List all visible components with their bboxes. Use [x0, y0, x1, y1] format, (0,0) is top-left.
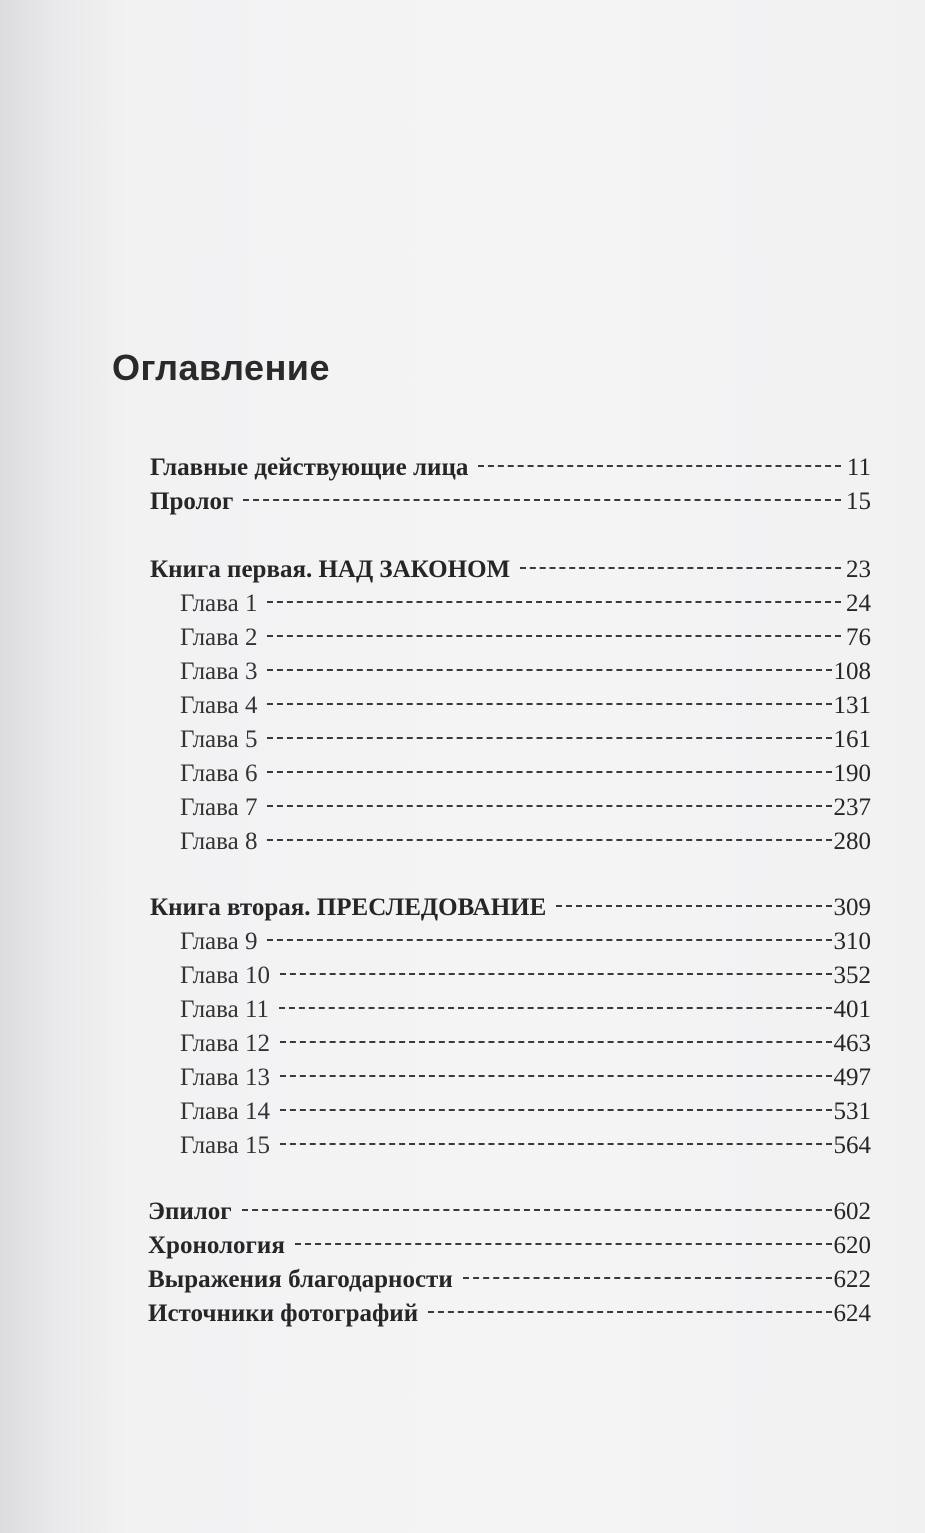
dot-leader: [267, 737, 831, 739]
toc-entry-page: 24: [846, 590, 871, 617]
toc-entry-chapter[interactable]: [180, 792, 871, 824]
toc-entry-label: Глава 10: [180, 962, 270, 989]
toc-entry-label: Главные действующие лица: [150, 454, 469, 481]
toc-entry-label: Книга вторая. ПРЕСЛЕДОВАНИЕ: [150, 894, 547, 921]
dot-leader: [280, 1109, 832, 1111]
toc-entry-page: 161: [833, 726, 871, 753]
dot-leader: [280, 1143, 832, 1145]
toc-entry-book-two[interactable]: [150, 892, 871, 924]
dot-leader: [267, 669, 831, 671]
dot-leader: [267, 839, 831, 841]
toc-entry-label: Глава 15: [180, 1132, 270, 1159]
toc-entry-chronology[interactable]: [148, 1230, 871, 1262]
toc-entry-page: 131: [833, 692, 871, 719]
dot-leader: [556, 905, 831, 907]
toc-entry-chapter[interactable]: [180, 622, 871, 654]
toc-entry-label: Источники фотографий: [148, 1300, 419, 1327]
toc-entry-label: Глава 11: [180, 996, 270, 1023]
dot-leader: [267, 771, 831, 773]
toc-entry-prologue[interactable]: [150, 486, 871, 518]
dot-leader: [478, 465, 841, 467]
toc-entry-label: Хронология: [148, 1232, 285, 1259]
toc-entry-label: Эпилог: [148, 1198, 232, 1225]
toc-entry-label: Глава 7: [180, 794, 258, 821]
toc-entry-label: Глава 3: [180, 658, 258, 685]
toc-entry-chapter[interactable]: [180, 690, 871, 722]
toc-entry-page: 23: [846, 556, 871, 583]
toc-entry-chapter[interactable]: [180, 1028, 871, 1060]
dot-leader: [267, 601, 841, 603]
toc-entry-chapter[interactable]: [180, 656, 871, 688]
toc-entry-label: Глава 1: [180, 590, 258, 617]
toc-entry-label: Выражения благодарности: [148, 1266, 453, 1293]
toc-entry-page: 564: [833, 1132, 871, 1159]
toc-entry-chapter[interactable]: [180, 724, 871, 756]
dot-leader: [267, 635, 841, 637]
dot-leader: [280, 973, 832, 975]
toc-entry-page: 531: [833, 1098, 871, 1125]
toc-entry-page: 463: [833, 1030, 871, 1057]
dot-leader: [267, 939, 831, 941]
dot-leader: [295, 1243, 832, 1245]
toc-entry-page: 15: [846, 488, 871, 515]
dot-leader: [279, 1007, 831, 1009]
dot-leader: [243, 499, 841, 501]
toc-entry-chapter[interactable]: [180, 926, 871, 958]
dot-leader: [280, 1075, 832, 1077]
toc-entry-label: Глава 13: [180, 1064, 270, 1091]
toc-entry-epilogue[interactable]: [148, 1196, 871, 1228]
toc-entry-page: 624: [833, 1300, 871, 1327]
toc-entry-label: Глава 9: [180, 928, 258, 955]
dot-leader: [428, 1311, 831, 1313]
toc-entry-page: 11: [846, 454, 871, 481]
toc-entry-page: 190: [833, 760, 871, 787]
toc-entry-acknowledgements[interactable]: [148, 1264, 871, 1296]
toc-entry-main-characters[interactable]: [150, 452, 871, 484]
toc-entry-chapter[interactable]: [180, 1130, 871, 1162]
dot-leader: [267, 703, 831, 705]
toc-entry-label: Глава 5: [180, 726, 258, 753]
toc-entry-chapter[interactable]: [180, 1062, 871, 1094]
toc-entry-label: Глава 8: [180, 828, 258, 855]
toc-entry-label: Глава 2: [180, 624, 258, 651]
toc-entry-label: Глава 4: [180, 692, 258, 719]
toc-entry-chapter[interactable]: [180, 588, 871, 620]
toc-entry-chapter[interactable]: [180, 960, 871, 992]
toc-entry-chapter[interactable]: [180, 1096, 871, 1128]
toc-entry-chapter[interactable]: [180, 826, 871, 858]
toc-entry-photo-credits[interactable]: [148, 1298, 871, 1330]
toc-entry-label: Книга первая. НАД ЗАКОНОМ: [150, 556, 511, 583]
toc-entry-page: 622: [833, 1266, 871, 1293]
toc-entry-page: 620: [833, 1232, 871, 1259]
toc-entry-page: 309: [833, 894, 871, 921]
dot-leader: [242, 1209, 832, 1211]
toc-entry-page: 602: [833, 1198, 871, 1225]
page-title: Оглавление: [112, 347, 330, 388]
dot-leader: [267, 805, 831, 807]
toc-entry-label: Глава 12: [180, 1030, 270, 1057]
dot-leader: [520, 567, 841, 569]
toc-entry-page: 108: [833, 658, 871, 685]
toc-entry-page: 310: [833, 928, 871, 955]
toc-entry-label: Глава 14: [180, 1098, 270, 1125]
toc-entry-book-one[interactable]: [150, 554, 871, 586]
toc-entry-page: 352: [833, 962, 871, 989]
toc-entry-chapter[interactable]: [180, 758, 871, 790]
toc-entry-label: Пролог: [150, 488, 234, 515]
toc-entry-chapter[interactable]: [180, 994, 871, 1026]
toc-entry-label: Глава 6: [180, 760, 258, 787]
toc-entry-page: 401: [833, 996, 871, 1023]
dot-leader: [463, 1277, 832, 1279]
toc-entry-page: 76: [846, 624, 871, 651]
toc-entry-page: 280: [833, 828, 871, 855]
dot-leader: [280, 1041, 832, 1043]
toc-entry-page: 237: [833, 794, 871, 821]
toc-entry-page: 497: [833, 1064, 871, 1091]
